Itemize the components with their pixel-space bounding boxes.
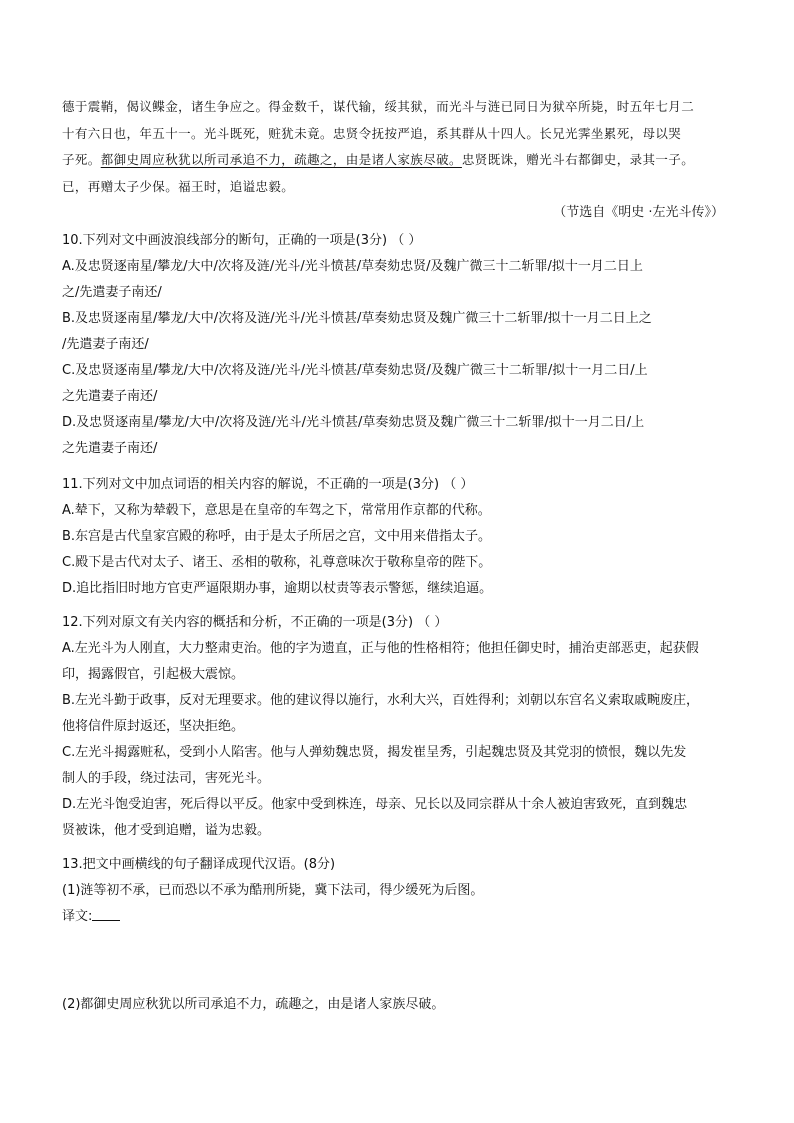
option-a: A.左光斗为人刚直，大力整肃吏治。他的字为遗直，正与他的性格相符；他担任御史时，捕治吏部恶吏，起获假: [62, 641, 699, 656]
option-a-cont: 印，揭露假官，引起极大震惊。: [62, 667, 245, 682]
option-a-cont: 之/先遣妻子南还/: [62, 285, 162, 300]
passage-line: 德于震鞘，偈议鲽金，诸生争应之。得金数千，谋代输，绥其狱，而光斗与涟已同日为狱卒所毙，时五年七月二: [62, 99, 695, 114]
question-13-part-2: [62, 992, 742, 1018]
question-13: [62, 852, 742, 930]
option-c-cont: 制人的手段，绕过法司，害死光斗。: [62, 771, 271, 786]
passage-line: [62, 147, 734, 174]
question-stem: 10.下列对文中画波浪线部分的断句，正确的一项是(3分) （ ）: [62, 233, 422, 248]
option-d-cont: 贤被诛，他才受到追赠，谥为忠毅。: [62, 823, 271, 838]
option-b-cont: 他将信件原封返还，坚决拒绝。: [62, 719, 245, 734]
option-d: D.追比指旧时地方官吏严逼限期办事，逾期以杖责等表示警惩，继续追逼。: [62, 581, 493, 596]
option-a: A.辇下，又称为辇毂下，意思是在皇帝的车驾之下，常常用作京都的代称。: [62, 503, 491, 518]
underlined-sentence: 都御史周应秋犹以所司承追不力，疏趣之，由是诸人家族尽破。: [100, 152, 462, 167]
answer-blank[interactable]: [92, 907, 120, 921]
option-d-cont: 之先遣妻子南还/: [62, 441, 158, 456]
passage-text-span: 忠贤既诛，赠光斗右都御史，录其一子。: [461, 152, 695, 167]
option-d: D.及忠贤逐南星/攀龙/大中/次将及涟/光斗/光斗愤甚/草奏劾忠贤及魏广微三十二斩罪/拟十一月二日/上: [62, 415, 645, 430]
question-stem: 11.下列对文中加点词语的相关内容的解说，不正确的一项是(3分) （ ）: [62, 477, 474, 492]
question-stem: 13.把文中画横线的句子翻译成现代汉语。(8分): [62, 857, 336, 872]
option-b: B.左光斗勤于政事，反对无理要求。他的建议得以施行，水利大兴，百姓得利；刘朝以东宫名义索取戚畹废庄，: [62, 693, 700, 708]
passage-line: 已，再赠太子少保。福王时，追谥忠毅。: [62, 178, 295, 194]
question-12: [62, 610, 742, 844]
option-c-cont: 之先遣妻子南还/: [62, 389, 158, 404]
answer-label: 译文:: [62, 909, 93, 924]
sentence-2: (2)都御史周应秋犹以所司承追不力，疏趣之，由是诸人家族尽破。: [62, 997, 445, 1012]
sentence-1: (1)涟等初不承，已而恐以不承为酷刑所毙，冀下法司，得少缓死为后图。: [62, 883, 484, 898]
passage-text: [62, 94, 734, 200]
question-11: [62, 472, 742, 602]
option-c: C.及忠贤逐南星/攀龙/大中/次将及涟/光斗/光斗愤甚/草奏劾忠贤/及魏广微三十二斩罪/拟十一月二日/上: [62, 363, 648, 378]
option-b-cont: /先遣妻子南还/: [62, 337, 149, 352]
option-d: D.左光斗饱受迫害，死后得以平反。他家中受到株连，母亲、兄长以及同宗群从十余人被迫害致死，直到魏忠: [62, 797, 688, 812]
source-citation: （节选自《明史 ·左光斗传》）: [553, 205, 724, 220]
option-a: A.及忠贤逐南星/攀龙/大中/次将及涟/光斗/光斗愤甚/草奏劾忠贤/及魏广微三十二斩罪/拟十一月二日上: [62, 259, 643, 274]
question-stem: 12.下列对原文有关内容的概括和分析，不正确的一项是(3分) （ ）: [62, 615, 448, 630]
option-b: B.及忠贤逐南星/攀龙/大中/次将及涟/光斗/光斗愤甚/草奏劾忠贤及魏广微三十二斩罪/拟十一月二日上之: [62, 311, 652, 326]
answer-line: [62, 904, 742, 930]
passage-line: 十有六日也，年五十一。光斗既死，赃犹未竟。忠贤令抚按严追，系其群从十四人。长兄光霁坐累死，母以哭: [62, 125, 682, 141]
option-c: C.左光斗揭露赃私，受到小人陷害。他与人弹劾魏忠贤，揭发崔呈秀，引起魏忠贤及其党羽的愤恨，魏以先发: [62, 745, 687, 760]
question-10: [62, 228, 742, 462]
option-b: B.东宫是古代皇家宫殿的称呼，由于是太子所居之宫，文中用来借指太子。: [62, 529, 492, 544]
option-c: C.殿下是古代对太子、诸王、丞相的敬称，礼尊意味次于敬称皇帝的陛下。: [62, 555, 492, 570]
passage-text-span: 子死。: [62, 152, 101, 167]
